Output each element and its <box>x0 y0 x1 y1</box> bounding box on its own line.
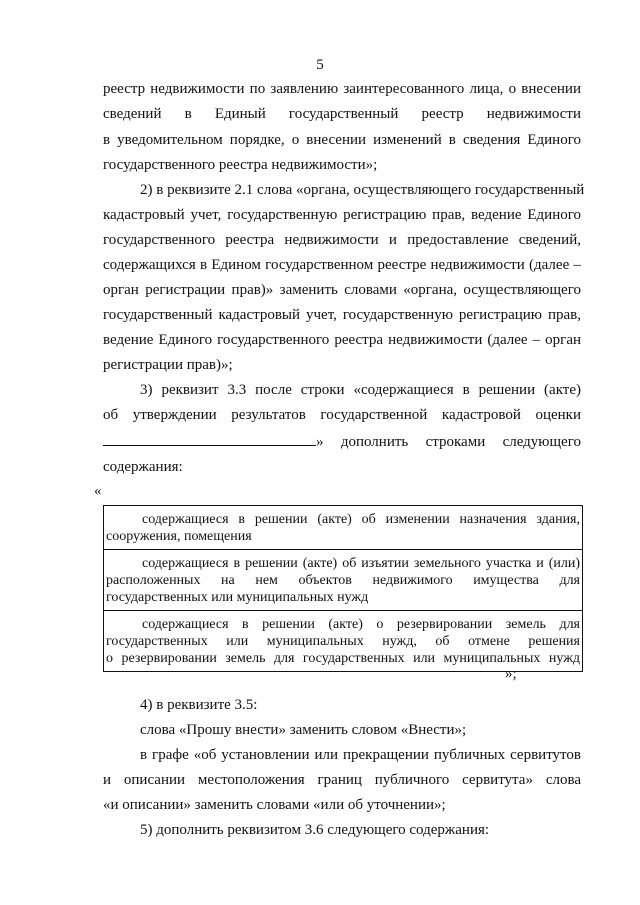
table-row-line: расположенных на нем объектов недвижимого имущества для <box>106 573 580 588</box>
content-label: содержания: <box>103 459 183 475</box>
text-line: ведение Единого государственного реестра недвижимости (далее – орган <box>103 332 581 348</box>
text-line: государственный кадастровый учет, государственную регистрацию прав, <box>103 307 581 323</box>
table-row-first-line: содержащиеся в решении (акте) об изменении назначения здания, <box>142 512 580 527</box>
text-line: 4) в реквизите 3.5: <box>140 697 258 713</box>
text-line: государственного реестра недвижимости и предоставление сведений, <box>103 232 581 248</box>
quote-open: « <box>94 483 102 499</box>
text-line: сведений в Единый государственный реестр недвижимости <box>103 106 581 122</box>
text-line: и описании местоположения границ публичного сервитута» слова <box>103 772 581 788</box>
text-line: в графе «об установлении или прекращении публичных сервитутов <box>140 747 581 763</box>
table-row <box>104 550 582 611</box>
blank-line-suffix: » дополнить строками следующего <box>316 434 581 450</box>
quote-close: »; <box>505 666 517 682</box>
inserted-rows-table <box>103 505 583 672</box>
text-line: слова «Прошу внести» заменить словом «Внести»; <box>140 722 467 738</box>
blank-line-row <box>103 431 581 451</box>
text-line: 3) реквизит 3.3 после строки «содержащиеся в решении (акте) <box>140 382 581 398</box>
table-row-first-line: содержащиеся в решении (акте) о резервировании земель для <box>142 617 580 632</box>
table-row-line: о резервировании земель для государственных или муниципальных нужд <box>106 651 580 666</box>
text-line: об утверждении результатов государственной кадастровой оценки <box>103 407 581 423</box>
text-line: в уведомительном порядке, о внесении изменений в сведения Единого <box>103 132 581 148</box>
text-line: кадастровый учет, государственную регистрацию прав, ведение Единого <box>103 207 581 223</box>
page-number: 5 <box>316 57 324 73</box>
table-row <box>104 506 582 550</box>
text-line: государственного реестра недвижимости»; <box>103 157 378 173</box>
text-line: орган регистрации прав)» заменить словами «органа, осуществляющего <box>103 282 581 298</box>
text-line: реестр недвижимости по заявлению заинтересованного лица, о внесении <box>103 81 581 97</box>
blank-fill-line <box>103 431 316 446</box>
table-row-line: государственных или муниципальных нужд, об отмене решения <box>106 634 580 649</box>
text-line: 5) дополнить реквизитом 3.6 следующего содержания: <box>140 822 490 838</box>
table-row <box>104 611 582 671</box>
text-line: «и описании» заменить словами «или об уточнении»; <box>103 797 446 813</box>
text-line: содержащихся в Едином государственном реестре недвижимости (далее – <box>103 257 581 273</box>
text-line: 2) в реквизите 2.1 слова «органа, осуществляющего государственный <box>140 182 585 198</box>
table-row-first-line: содержащиеся в решении (акте) об изъятии земельного участка и (или) <box>142 556 580 571</box>
table-row-line: государственных или муниципальных нужд <box>106 590 369 605</box>
table-row-line: сооружения, помещения <box>106 529 252 544</box>
text-line: регистрации прав)»; <box>103 357 233 373</box>
